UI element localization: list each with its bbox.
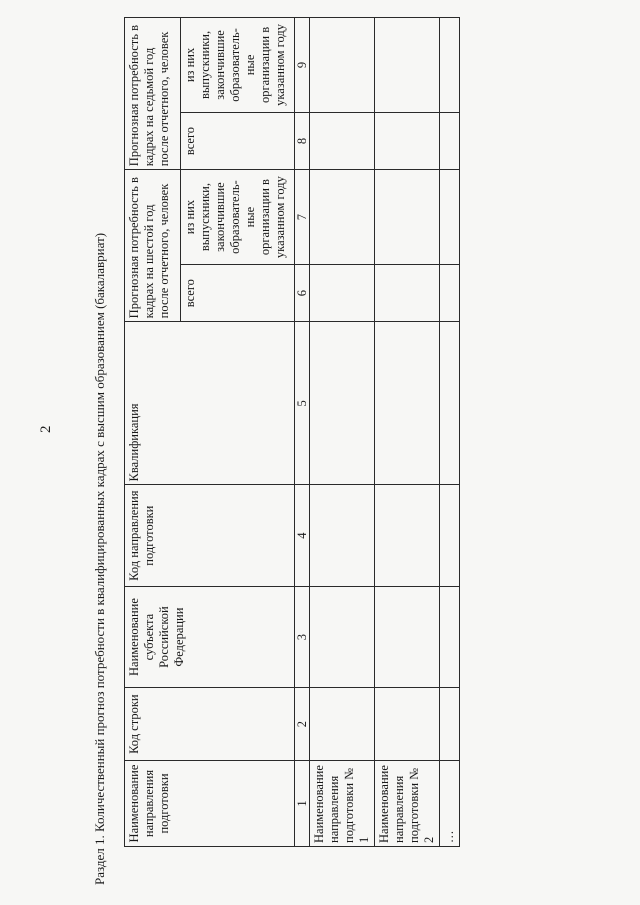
page-number: 2 — [38, 425, 54, 433]
header-row — [125, 18, 181, 847]
table-cell — [310, 170, 375, 265]
column-number: 9 — [295, 18, 310, 113]
column-number: 8 — [295, 112, 310, 169]
column-number: 6 — [295, 265, 310, 322]
subheader-total-7: всего — [181, 112, 295, 169]
column-number: 1 — [295, 761, 310, 847]
table-cell — [375, 322, 440, 485]
header-region-name: Наименование субъекта Российской Федерации — [125, 586, 295, 687]
header-qualification: Квалификация — [125, 322, 295, 485]
table-cell — [310, 112, 375, 169]
table-cell — [440, 18, 460, 113]
table-cell — [375, 586, 440, 687]
table-cell — [310, 322, 375, 485]
column-number: 7 — [295, 170, 310, 265]
column-number: 2 — [295, 688, 310, 761]
table-row — [375, 18, 440, 847]
table-cell — [440, 485, 460, 586]
table-cell — [375, 265, 440, 322]
table-cell — [310, 265, 375, 322]
table-row — [310, 18, 375, 847]
header-seventh-year: Прогнозная потребность в кадрах на седьмой год после отчетного, человек — [125, 18, 181, 170]
header-sixth-year: Прогнозная потребность в кадрах на шестой год после отчетного, человек — [125, 170, 181, 322]
row-direction-name: … — [440, 761, 460, 847]
forecast-table — [124, 17, 460, 847]
table-cell — [310, 18, 375, 113]
table-cell — [310, 688, 375, 761]
header-direction-code: Код направления подготовки — [125, 485, 295, 586]
table-cell — [375, 170, 440, 265]
column-number: 3 — [295, 586, 310, 687]
table-cell — [440, 322, 460, 485]
table-cell — [310, 485, 375, 586]
table-cell — [375, 688, 440, 761]
table-cell — [440, 112, 460, 169]
column-number-row — [295, 18, 310, 847]
subheader-graduates-7: из них выпускники, закончившие образователь-ные организации в указанном году — [181, 18, 295, 113]
table-cell — [440, 586, 460, 687]
header-direction-name: Наименование направления подготовки — [125, 761, 295, 847]
section-title: Раздел 1. Количественный прогноз потребности в квалифицированных кадрах с высшим образованием (бакалавриат) — [92, 232, 107, 885]
table-cell — [440, 265, 460, 322]
header-row-code: Код строки — [125, 688, 295, 761]
subheader-total-6: всего — [181, 265, 295, 322]
table-cell — [440, 688, 460, 761]
row-direction-name: Наименование направления подготовки № 2 — [375, 761, 440, 847]
table-cell — [375, 112, 440, 169]
table-cell — [375, 485, 440, 586]
table-row — [440, 18, 460, 847]
table-cell — [440, 170, 460, 265]
column-number: 5 — [295, 322, 310, 485]
subheader-graduates-6: из них выпускники, закончившие образователь-ные организации в указанном году — [181, 170, 295, 265]
table-cell — [310, 586, 375, 687]
column-number: 4 — [295, 485, 310, 586]
row-direction-name: Наименование направления подготовки № 1 — [310, 761, 375, 847]
table-cell — [375, 18, 440, 113]
